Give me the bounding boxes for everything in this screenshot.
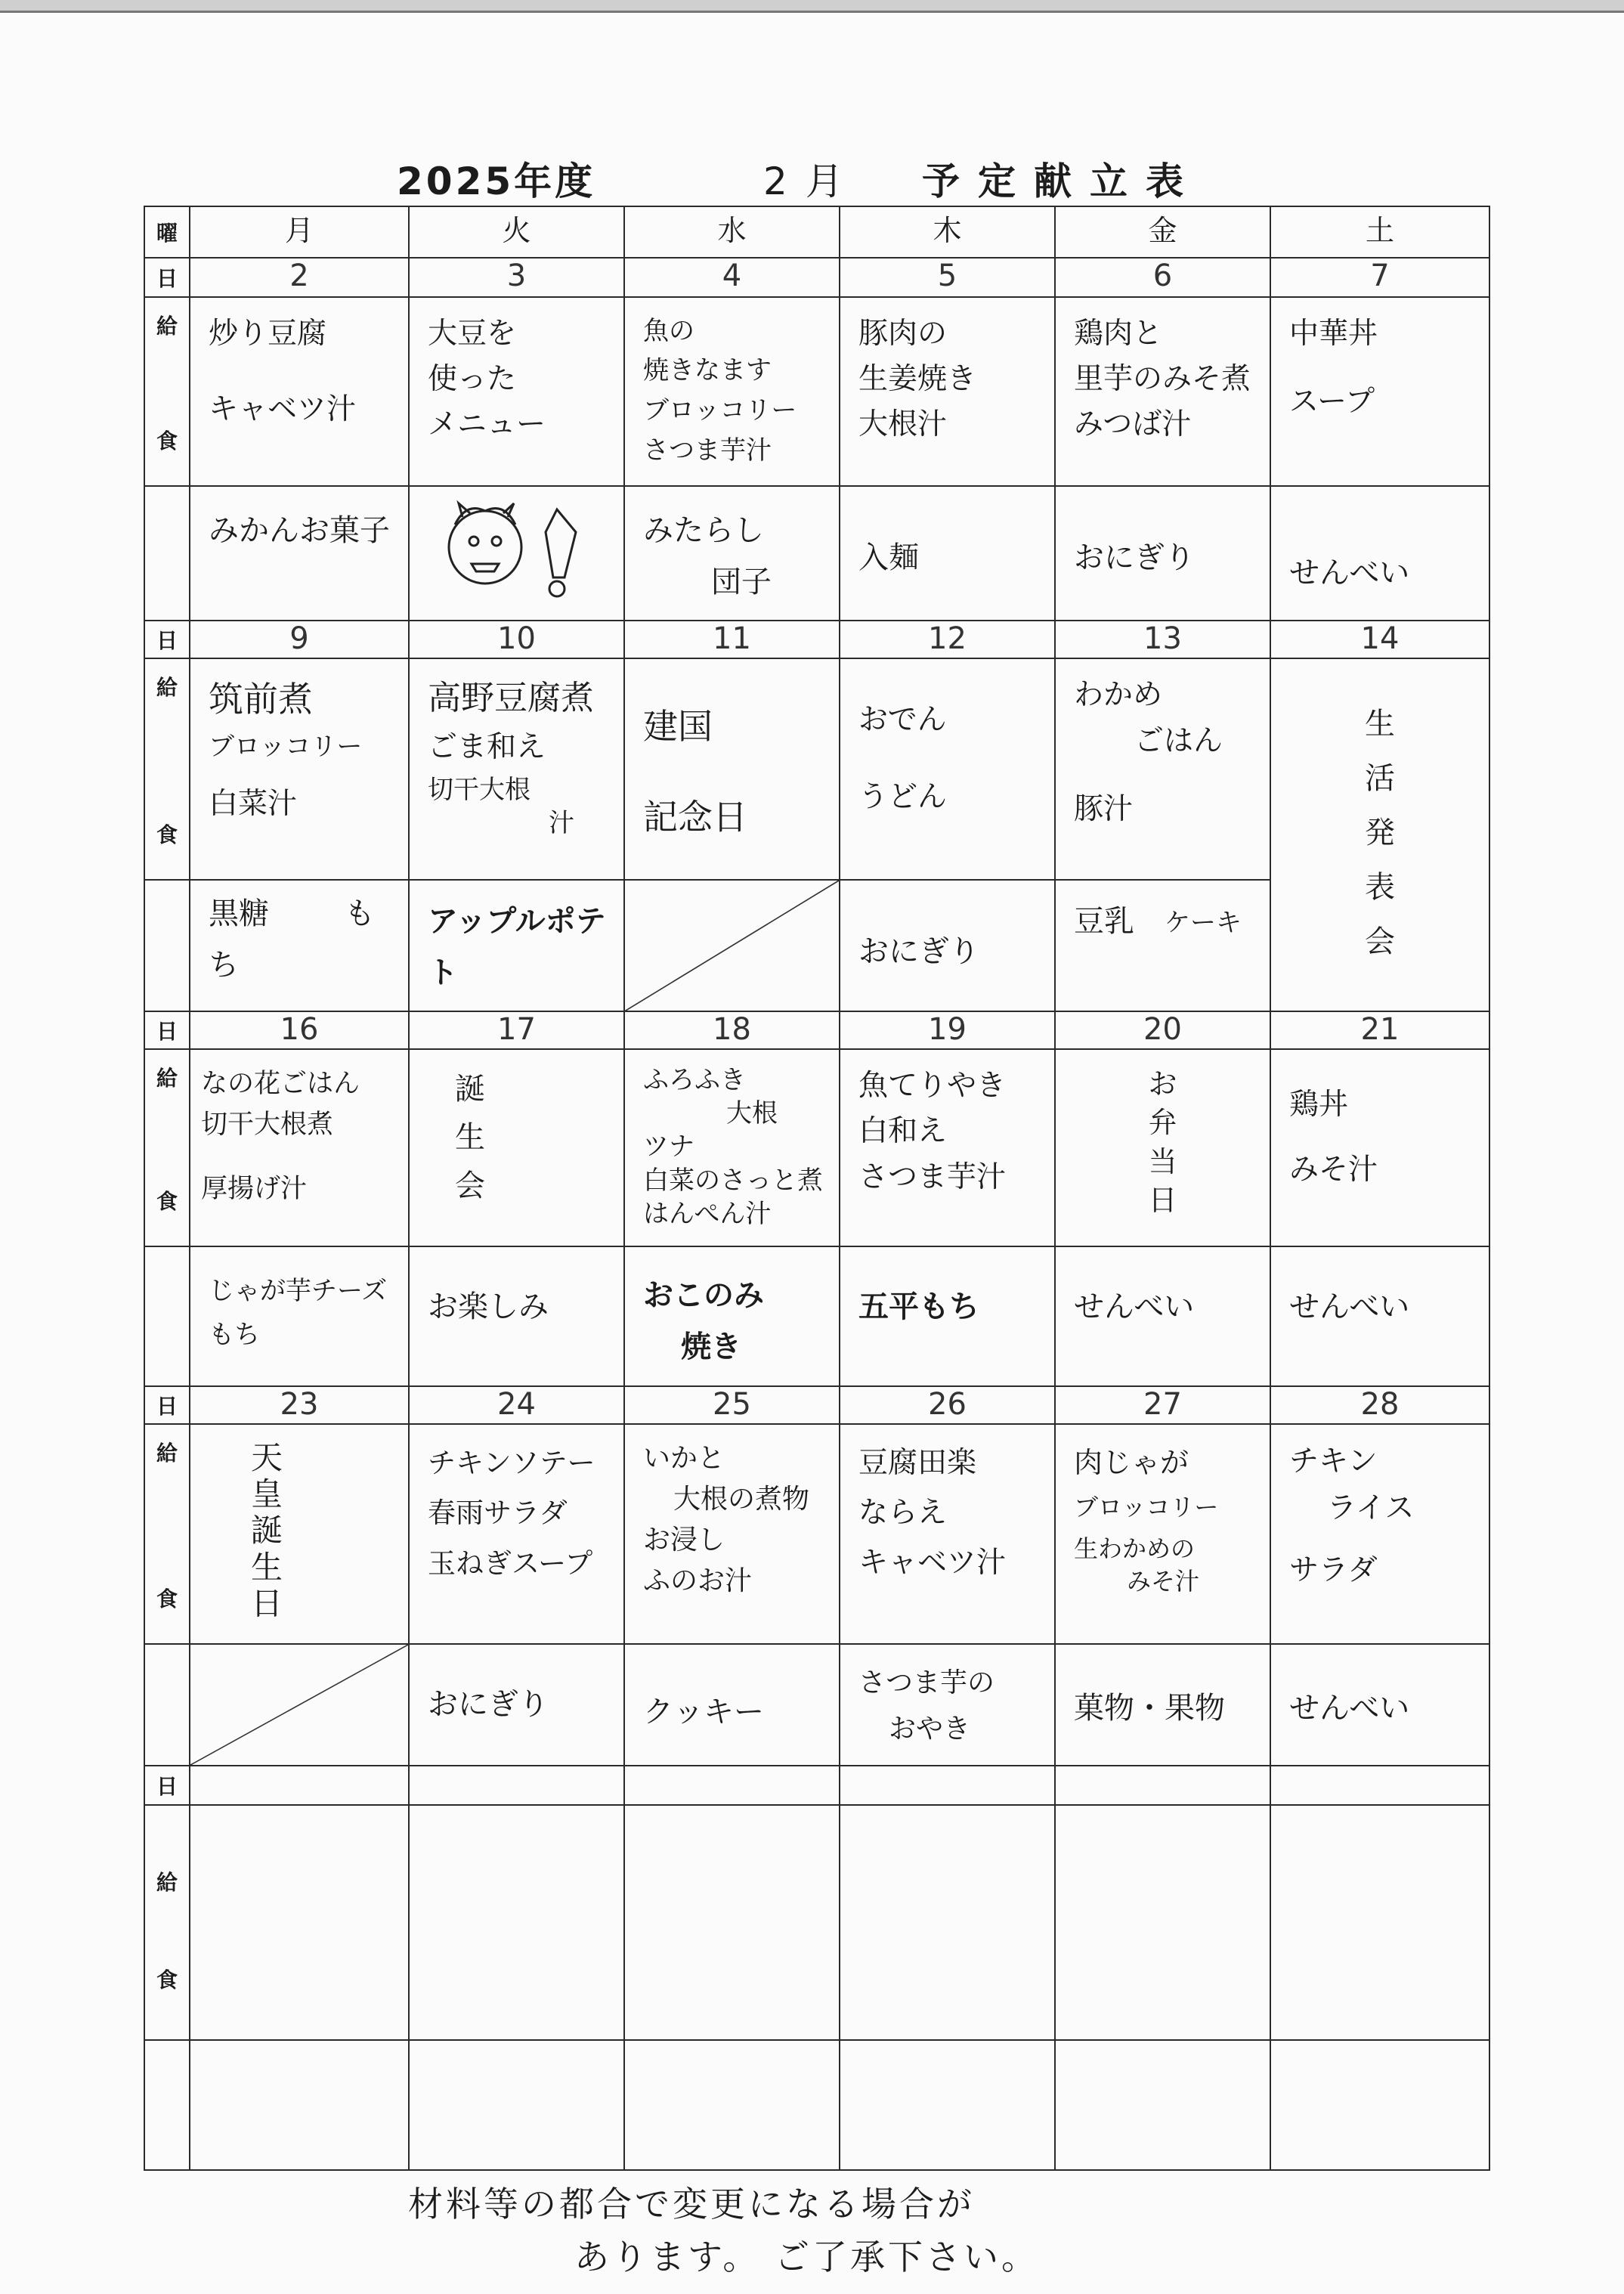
date-cell: 4: [624, 258, 840, 297]
date-cell: 12: [840, 621, 1055, 658]
lunch-cell: お 弁 当 日: [1055, 1049, 1270, 1246]
snack-cell: 菓物・果物: [1055, 1644, 1270, 1766]
lunch-cell: 炒り豆腐 キャベツ汁: [190, 297, 409, 486]
lunch-cell: 魚てりやき 白和え さつま芋汁: [840, 1049, 1055, 1246]
lunch-cell: なの花ごはん 切干大根煮 厚揚げ汁: [190, 1049, 409, 1246]
lunch-cell: 高野豆腐煮 ごま和え 切干大根 汁: [409, 658, 624, 879]
lunch-label: 給 食: [144, 1424, 190, 1644]
snack-cell: 入麺: [840, 486, 1055, 621]
snack-cell: 豆乳 ケーキ: [1055, 880, 1270, 1012]
weekday-sat: 土: [1270, 206, 1489, 258]
date-cell: 14: [1270, 621, 1489, 658]
date-cell: 24: [409, 1386, 624, 1424]
lunch-cell: [840, 1805, 1055, 2041]
date-cell: 13: [1055, 621, 1270, 658]
date-cell: 2: [190, 258, 409, 297]
date-cell: 26: [840, 1386, 1055, 1424]
lunch-cell: 天 皇 誕 生 日: [190, 1424, 409, 1644]
day-label: 日: [144, 1011, 190, 1049]
date-cell: [1055, 1766, 1270, 1805]
day-label: 日: [144, 1766, 190, 1805]
snack-label: [144, 880, 190, 1012]
lunch-cell: おでん うどん: [840, 658, 1055, 879]
day-label: 日: [144, 258, 190, 297]
snack-cell: [409, 2040, 624, 2170]
snack-cell: せんべい: [1270, 1246, 1489, 1386]
snack-cell: おにぎり: [1055, 486, 1270, 621]
date-cell: 17: [409, 1011, 624, 1049]
lunch-cell: 筑前煮 ブロッコリー 白菜汁: [190, 658, 409, 879]
snack-cell: おにぎり: [409, 1644, 624, 1766]
fiscal-year: 2025年度: [397, 159, 596, 203]
date-cell: 5: [840, 258, 1055, 297]
snack-cell: おにぎり: [840, 880, 1055, 1012]
day-label: 日: [144, 621, 190, 658]
snack-cell: お楽しみ: [409, 1246, 624, 1386]
lunch-label: 給 食: [144, 297, 190, 486]
lunch-cell: [409, 1805, 624, 2041]
lunch-cell: [1270, 1805, 1489, 2041]
date-cell: 7: [1270, 258, 1489, 297]
date-cell: 16: [190, 1011, 409, 1049]
snack-label: [144, 2040, 190, 2170]
snack-cell-empty: [624, 880, 840, 1012]
lunch-cell: 鶏肉と 里芋のみそ煮 みつば汁: [1055, 297, 1270, 486]
lunch-cell: チキン ライス サラダ: [1270, 1424, 1489, 1644]
date-cell: 6: [1055, 258, 1270, 297]
snack-cell: [624, 2040, 840, 2170]
lunch-cell: 魚の 焼きなます ブロッコリー さつま芋汁: [624, 297, 840, 486]
snack-cell: じゃが芋チーズもち: [190, 1246, 409, 1386]
snack-cell: せんべい: [1270, 486, 1489, 621]
snack-cell: [190, 2040, 409, 2170]
lunch-cell: [624, 1805, 840, 2041]
snack-cell: [409, 486, 624, 621]
snack-label: [144, 1644, 190, 1766]
month-label: 2 月: [763, 159, 846, 203]
scan-top-edge: [0, 0, 1624, 13]
snack-cell: 黒糖 もち: [190, 880, 409, 1012]
date-cell: 10: [409, 621, 624, 658]
date-cell: 18: [624, 1011, 840, 1049]
snack-cell: [1270, 2040, 1489, 2170]
date-cell: 9: [190, 621, 409, 658]
lunch-cell: [1055, 1805, 1270, 2041]
snack-cell: おこのみ焼き: [624, 1246, 840, 1386]
snack-cell: さつま芋のおやき: [840, 1644, 1055, 1766]
snack-label: [144, 1246, 190, 1386]
snack-cell: [840, 2040, 1055, 2170]
page-title: 予定献立表: [922, 159, 1202, 203]
oni-drawing: [425, 494, 599, 600]
lunch-cell: わかめ ごはん 豚汁: [1055, 658, 1270, 879]
date-cell: 21: [1270, 1011, 1489, 1049]
lunch-cell: 大豆を 使った メニュー: [409, 297, 624, 486]
date-cell: [409, 1766, 624, 1805]
date-cell: [190, 1766, 409, 1805]
lunch-label: 給 食: [144, 658, 190, 879]
date-cell: 20: [1055, 1011, 1270, 1049]
lunch-cell: チキンソテー 春雨サラダ 玉ねぎスープ: [409, 1424, 624, 1644]
date-cell: [1270, 1766, 1489, 1805]
snack-cell: 五平もち: [840, 1246, 1055, 1386]
date-cell: 25: [624, 1386, 840, 1424]
lunch-cell: 豚肉の 生姜焼き 大根汁: [840, 297, 1055, 486]
lunch-cell: 中華丼 スープ: [1270, 297, 1489, 486]
snack-cell-empty: [190, 1644, 409, 1766]
diagonal-strike: [190, 1645, 408, 1765]
snack-cell: みたらし団子: [624, 486, 840, 621]
lunch-label: 給 食: [144, 1049, 190, 1246]
snack-cell: [1055, 2040, 1270, 2170]
weekday-fri: 金: [1055, 206, 1270, 258]
footer-note-line1: 材料等の都合で変更になる場合が: [408, 2184, 975, 2224]
date-cell: 23: [190, 1386, 409, 1424]
date-cell: [840, 1766, 1055, 1805]
weekday-wed: 水: [624, 206, 840, 258]
lunch-label: 給 食: [144, 1805, 190, 2041]
lunch-cell: 建国 記念日: [624, 658, 840, 879]
lunch-cell: 誕 生 会: [409, 1049, 624, 1246]
snack-cell: みかんお菓子: [190, 486, 409, 621]
snack-cell: せんべい: [1055, 1246, 1270, 1386]
youbi-label: 曜: [144, 206, 190, 258]
lunch-cell: 肉じゃが ブロッコリー 生わかめの みそ汁: [1055, 1424, 1270, 1644]
date-cell: 28: [1270, 1386, 1489, 1424]
event-cell: 生 活 発 表 会: [1270, 658, 1489, 1011]
snack-cell: アップルポテト: [409, 880, 624, 1012]
weekday-tue: 火: [409, 206, 624, 258]
weekday-mon: 月: [190, 206, 409, 258]
lunch-cell: [190, 1805, 409, 2041]
day-label: 日: [144, 1386, 190, 1424]
diagonal-strike: [625, 881, 839, 1011]
footer-note-line2: あります。 ご了承下さい。: [574, 2237, 1039, 2277]
date-cell: 11: [624, 621, 840, 658]
weekday-thu: 木: [840, 206, 1055, 258]
snack-cell: クッキー: [624, 1644, 840, 1766]
snack-label: [144, 486, 190, 621]
lunch-cell: 豆腐田楽 ならえ キャベツ汁: [840, 1424, 1055, 1644]
menu-table: [144, 206, 1490, 2171]
date-cell: 3: [409, 258, 624, 297]
lunch-cell: ふろふき 大根 ツナ 白菜のさっと煮 はんぺん汁: [624, 1049, 840, 1246]
date-cell: 19: [840, 1011, 1055, 1049]
lunch-cell: 鶏丼 みそ汁: [1270, 1049, 1489, 1246]
snack-cell: せんべい: [1270, 1644, 1489, 1766]
date-cell: [624, 1766, 840, 1805]
lunch-cell: いかと 大根の煮物 お浸し ふのお汁: [624, 1424, 840, 1644]
date-cell: 27: [1055, 1386, 1270, 1424]
